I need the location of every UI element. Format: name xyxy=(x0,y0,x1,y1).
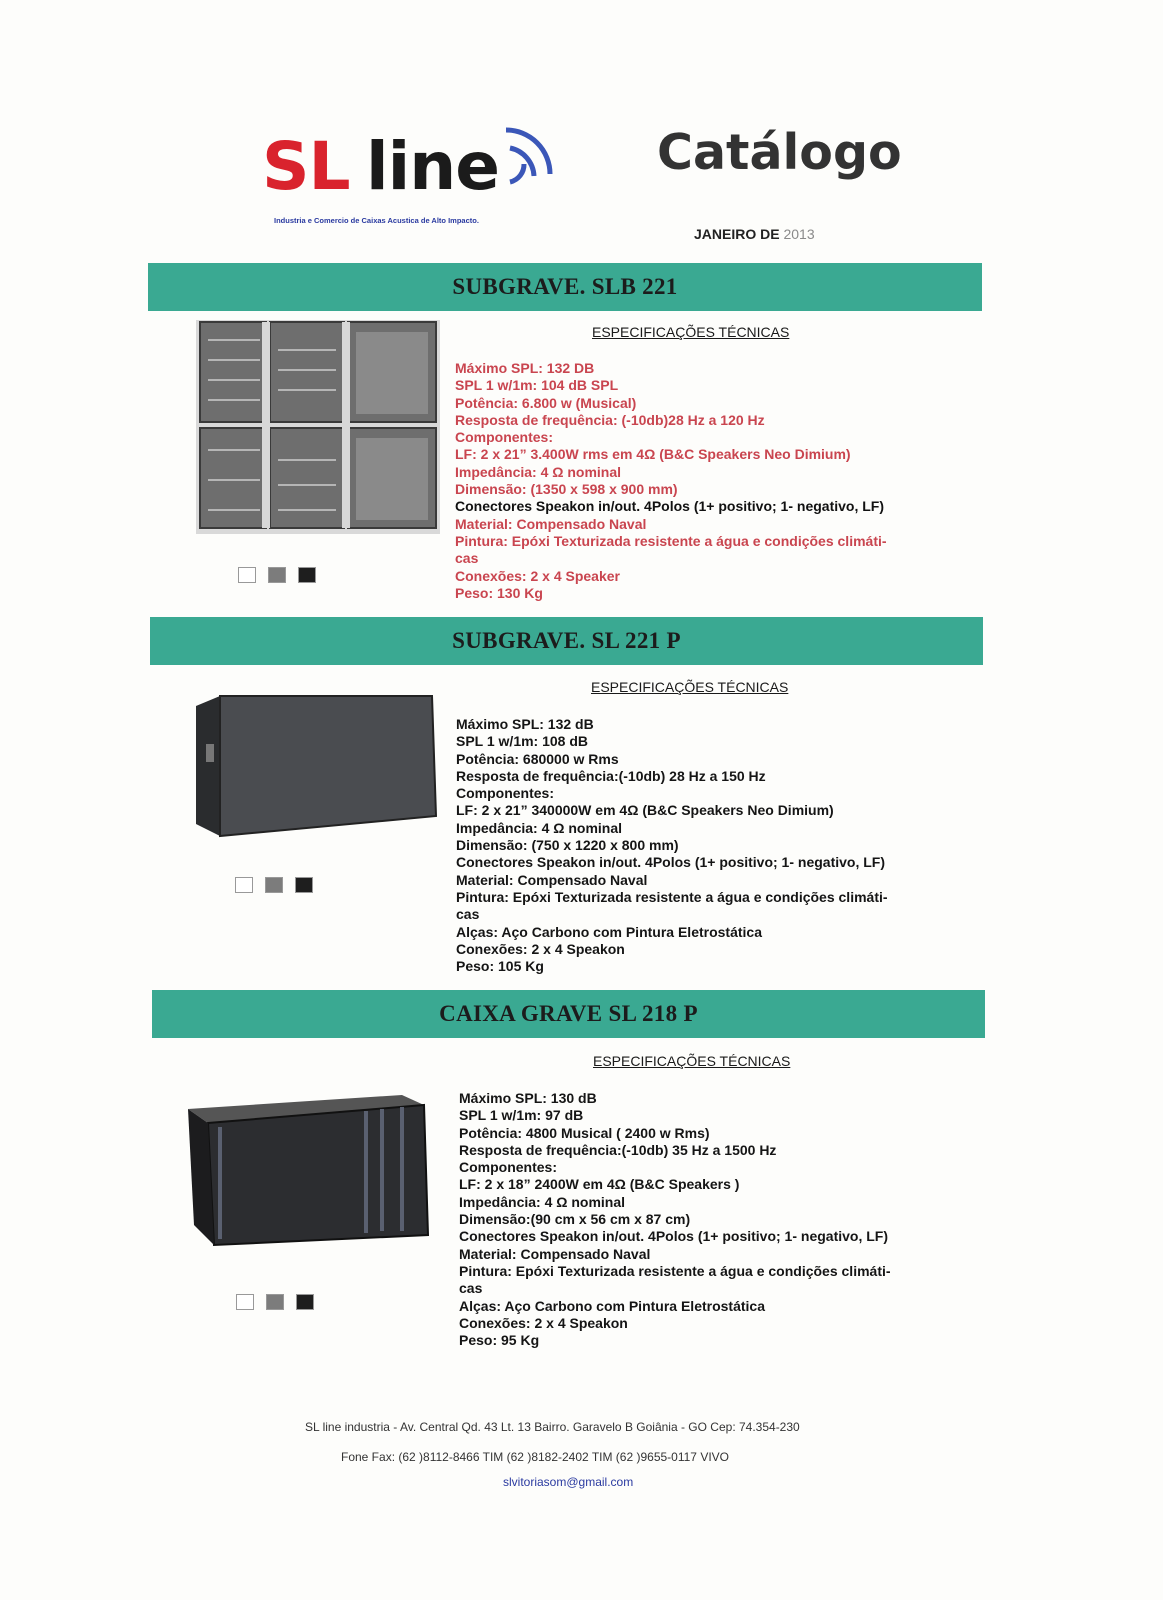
spec-line: Peso: 95 Kg xyxy=(459,1332,540,1349)
swatch-white[interactable] xyxy=(235,877,253,893)
spec-line: Pintura: Epóxi Texturizada resistente a água e condições climáti- xyxy=(456,888,888,905)
spec-line: LF: 2 x 21” 340000W em 4Ω (B&C Speakers Neo Dimium) xyxy=(456,802,834,819)
spec-line: Dimensão: (1350 x 598 x 900 mm) xyxy=(455,481,678,498)
product-title: SUBGRAVE. SLB 221 xyxy=(452,274,678,299)
product-header-sl218p xyxy=(152,990,985,1038)
spec-line: SPL 1 w/1m: 104 dB SPL xyxy=(455,377,619,394)
spec-heading: ESPECIFICAÇÕES TÉCNICAS xyxy=(591,679,789,695)
logo-line-text: line xyxy=(366,128,499,205)
spec-line: Componentes: xyxy=(455,429,553,446)
product-title: CAIXA GRAVE SL 218 P xyxy=(439,1001,698,1026)
spec-line: cas xyxy=(455,550,479,567)
spec-line: Conexões: 2 x 4 Speakon xyxy=(456,940,625,957)
spec-line: Potência: 680000 w Rms xyxy=(456,750,619,767)
product-header-slb221 xyxy=(148,263,982,311)
speaker-image-slb221 xyxy=(196,320,440,534)
spec-line: Componentes: xyxy=(456,785,554,802)
spec-list xyxy=(456,716,888,975)
spec-line: Alças: Aço Carbono com Pintura Eletrostática xyxy=(456,923,762,940)
color-swatches xyxy=(236,1294,314,1310)
spec-line: Pintura: Epóxi Texturizada resistente a água e condições climáti- xyxy=(459,1262,891,1279)
spec-line: Componentes: xyxy=(459,1159,557,1176)
swatch-black[interactable] xyxy=(298,567,316,583)
spec-line: Potência: 6.800 w (Musical) xyxy=(455,394,637,411)
spec-line: Máximo SPL: 132 dB xyxy=(456,716,594,732)
spec-line: Pintura: Epóxi Texturizada resistente a água e condições climáti- xyxy=(455,532,887,549)
logo-tagline: Industria e Comercio de Caixas Acustica de Alto Impacto. xyxy=(274,216,479,225)
spec-line: Impedância: 4 Ω nominal xyxy=(455,463,622,480)
spec-line: Dimensão: (750 x 1220 x 800 mm) xyxy=(456,837,679,854)
spec-line: Conectores Speakon in/out. 4Polos (1+ positivo; 1- negativo, LF) xyxy=(459,1228,889,1245)
swatch-white[interactable] xyxy=(236,1294,254,1310)
spec-line: Alças: Aço Carbono com Pintura Eletrostática xyxy=(459,1297,765,1314)
spec-line: Impedância: 4 Ω nominal xyxy=(459,1193,626,1210)
spec-heading: ESPECIFICAÇÕES TÉCNICAS xyxy=(593,1053,791,1069)
spec-line: cas xyxy=(456,906,480,923)
footer-email-link[interactable]: slvitoriasom@gmail.com xyxy=(503,1475,634,1489)
product-header-sl221p xyxy=(150,617,983,665)
speaker-image-sl221p xyxy=(196,696,440,842)
footer-address: SL line industria - Av. Central Qd. 43 Lt. 13 Bairro. Garavelo B Goiânia - GO Cep: 74.354-230 xyxy=(305,1420,800,1434)
spec-list xyxy=(455,360,887,602)
swatch-white[interactable] xyxy=(238,567,256,583)
spec-line: Conectores Speakon in/out. 4Polos (1+ positivo; 1- negativo, LF) xyxy=(455,498,885,515)
page-title: Catálogo xyxy=(657,124,902,181)
spec-line: Conectores Speakon in/out. 4Polos (1+ positivo; 1- negativo, LF) xyxy=(456,854,886,871)
spec-line: Máximo SPL: 130 dB xyxy=(459,1090,597,1106)
swatch-black[interactable] xyxy=(296,1294,314,1310)
color-swatches xyxy=(238,567,316,583)
spec-line: Peso: 105 Kg xyxy=(456,958,544,975)
spec-line: SPL 1 w/1m: 108 dB xyxy=(456,733,589,750)
spec-list xyxy=(459,1090,891,1349)
spec-line: LF: 2 x 18” 2400W em 4Ω (B&C Speakers ) xyxy=(459,1176,740,1193)
spec-line: Material: Compensado Naval xyxy=(455,515,647,532)
color-swatches xyxy=(235,877,313,893)
swatch-grey[interactable] xyxy=(266,1294,284,1310)
spec-line: Material: Compensado Naval xyxy=(459,1245,651,1262)
spec-line: Conexões: 2 x 4 Speaker xyxy=(455,567,620,584)
spec-line: Potência: 4800 Musical ( 2400 w Rms) xyxy=(459,1124,710,1141)
spec-line: LF: 2 x 21” 3.400W rms em 4Ω (B&C Speakers Neo Dimium) xyxy=(455,446,851,463)
spec-line: Impedância: 4 Ω nominal xyxy=(456,819,623,836)
speaker-image-sl218p xyxy=(188,1095,434,1245)
spec-line: Resposta de frequência: (-10db)28 Hz a 120 Hz xyxy=(455,411,765,428)
product-title: SUBGRAVE. SL 221 P xyxy=(452,628,681,653)
spec-line: Peso: 130 Kg xyxy=(455,584,543,601)
swatch-grey[interactable] xyxy=(268,567,286,583)
spec-line: Máximo SPL: 132 DB xyxy=(455,360,595,376)
date-month: JANEIRO DE xyxy=(694,226,780,242)
signal-waves-icon xyxy=(502,124,562,194)
date-year: 2013 xyxy=(783,226,815,242)
swatch-black[interactable] xyxy=(295,877,313,893)
spec-heading: ESPECIFICAÇÕES TÉCNICAS xyxy=(592,324,790,340)
swatch-grey[interactable] xyxy=(265,877,283,893)
logo-sl-text: SL xyxy=(262,128,350,205)
brand-logo xyxy=(262,128,562,228)
catalog-date xyxy=(694,226,815,242)
spec-line: SPL 1 w/1m: 97 dB xyxy=(459,1107,584,1124)
spec-line: Resposta de frequência:(-10db) 28 Hz a 150 Hz xyxy=(456,767,766,784)
spec-line: Dimensão:(90 cm x 56 cm x 87 cm) xyxy=(459,1211,691,1228)
spec-line: cas xyxy=(459,1280,483,1297)
footer-phones: Fone Fax: (62 )8112-8466 TIM (62 )8182-2402 TIM (62 )9655-0117 VIVO xyxy=(341,1450,729,1464)
spec-line: Conexões: 2 x 4 Speakon xyxy=(459,1314,628,1331)
spec-line: Material: Compensado Naval xyxy=(456,871,648,888)
spec-line: Resposta de frequência:(-10db) 35 Hz a 1500 Hz xyxy=(459,1141,777,1158)
